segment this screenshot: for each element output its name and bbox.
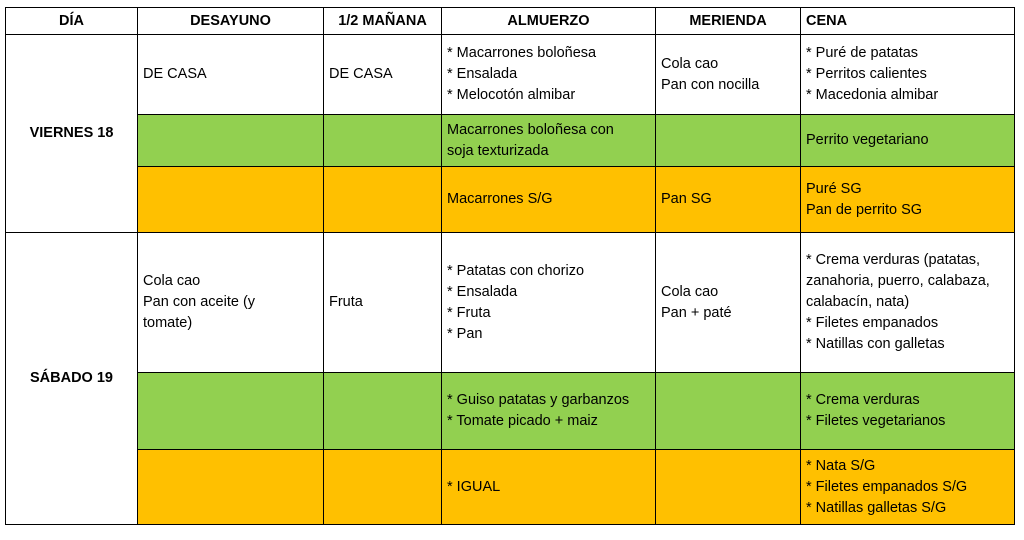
menu-table bbox=[5, 7, 1015, 525]
header-desayuno: DESAYUNO bbox=[138, 8, 324, 35]
cell-desayuno bbox=[138, 450, 324, 525]
cell-cena: * Crema verduras * Filetes vegetarianos bbox=[801, 373, 1015, 450]
cell-desayuno bbox=[138, 115, 324, 167]
cell-merienda: Cola cao Pan + paté bbox=[656, 233, 801, 373]
cell-cena: Puré SG Pan de perrito SG bbox=[801, 167, 1015, 233]
cell-almuerzo: * IGUAL bbox=[442, 450, 656, 525]
cell-desayuno: Cola cao Pan con aceite (y tomate) bbox=[138, 233, 324, 373]
cell-merienda: Cola cao Pan con nocilla bbox=[656, 35, 801, 115]
header-merienda: MERIENDA bbox=[656, 8, 801, 35]
header-row bbox=[6, 8, 1015, 35]
cell-cena: * Nata S/G * Filetes empanados S/G * Natillas galletas S/G bbox=[801, 450, 1015, 525]
cell-almuerzo: Macarrones S/G bbox=[442, 167, 656, 233]
cell-media-manana bbox=[324, 450, 442, 525]
cell-merienda bbox=[656, 450, 801, 525]
cell-almuerzo: * Macarrones boloñesa * Ensalada * Melocotón almibar bbox=[442, 35, 656, 115]
day-label: SÁBADO 19 bbox=[6, 233, 138, 525]
day-label: VIERNES 18 bbox=[6, 35, 138, 233]
table-row-sin-gluten bbox=[6, 450, 1015, 525]
table-row bbox=[6, 35, 1015, 115]
table-row bbox=[6, 233, 1015, 373]
cell-cena: * Puré de patatas * Perritos calientes * Macedonia almibar bbox=[801, 35, 1015, 115]
cell-merienda bbox=[656, 115, 801, 167]
cell-media-manana: Fruta bbox=[324, 233, 442, 373]
cell-almuerzo: Macarrones boloñesa con soja texturizada bbox=[442, 115, 656, 167]
cell-desayuno: DE CASA bbox=[138, 35, 324, 115]
cell-media-manana bbox=[324, 373, 442, 450]
cell-desayuno bbox=[138, 167, 324, 233]
table-row-sin-gluten bbox=[6, 167, 1015, 233]
header-dia: DÍA bbox=[6, 8, 138, 35]
cell-media-manana bbox=[324, 167, 442, 233]
header-almuerzo: ALMUERZO bbox=[442, 8, 656, 35]
table-row-vegetariano bbox=[6, 115, 1015, 167]
table-row-vegetariano bbox=[6, 373, 1015, 450]
cell-almuerzo: * Patatas con chorizo * Ensalada * Fruta * Pan bbox=[442, 233, 656, 373]
cell-media-manana: DE CASA bbox=[324, 35, 442, 115]
header-media-manana: 1/2 MAÑANA bbox=[324, 8, 442, 35]
cell-cena: Perrito vegetariano bbox=[801, 115, 1015, 167]
cell-almuerzo: * Guiso patatas y garbanzos * Tomate picado + maiz bbox=[442, 373, 656, 450]
cell-desayuno bbox=[138, 373, 324, 450]
cell-merienda bbox=[656, 373, 801, 450]
cell-cena: * Crema verduras (patatas, zanahoria, puerro, calabaza, calabacín, nata) * Filetes empanados * Natillas con galletas bbox=[801, 233, 1015, 373]
cell-media-manana bbox=[324, 115, 442, 167]
cell-merienda: Pan SG bbox=[656, 167, 801, 233]
header-cena: CENA bbox=[801, 8, 1015, 35]
